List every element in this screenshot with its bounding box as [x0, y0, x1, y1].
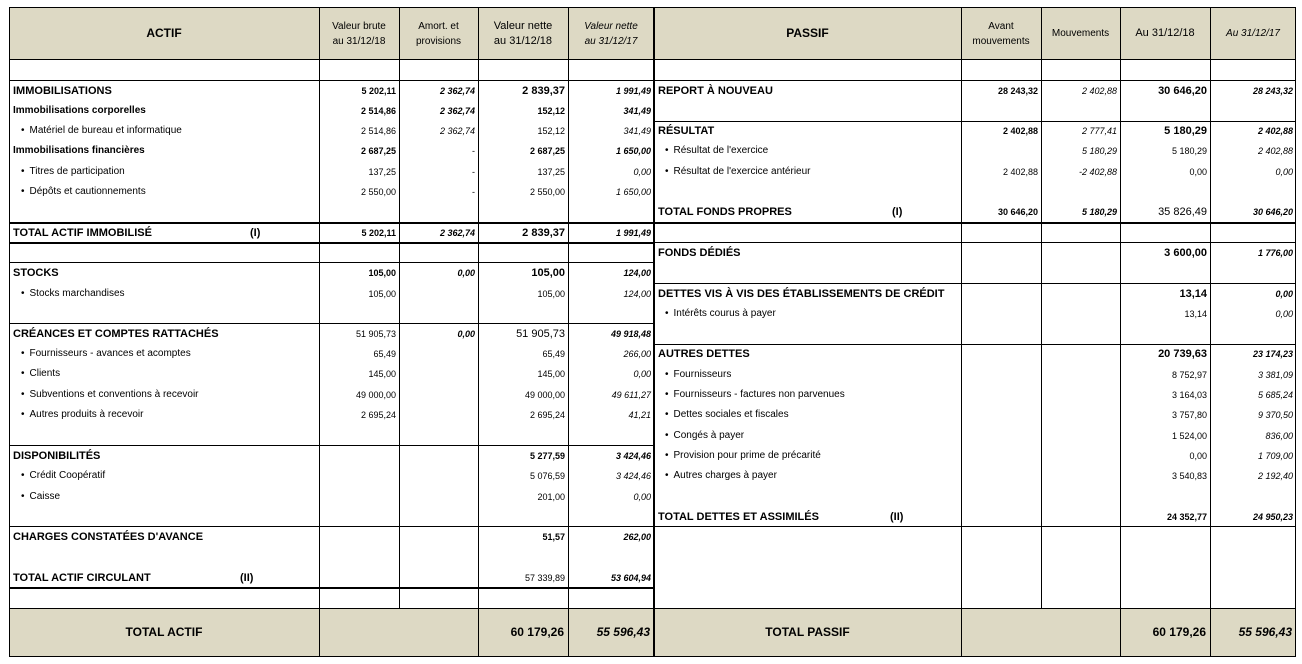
caisse-nette-17: 0,00	[633, 492, 651, 502]
fonds-dedies-au-17: 1 776,00	[1257, 248, 1293, 258]
stocks-marchandises-nette-18: 105,00	[537, 289, 565, 299]
fonds-dedies-au-18: 3 600,00	[1164, 247, 1207, 259]
conges-au-18: 1 524,00	[1171, 431, 1207, 441]
fournisseurs-avances-label: • Fournisseurs - avances et acomptes	[21, 344, 191, 364]
creances-nette-18: 51 905,73	[516, 328, 565, 340]
credit-cooperatif-label: • Crédit Coopératif	[21, 466, 105, 486]
header-mouvements: Mouvements	[1051, 28, 1110, 39]
interets-au-17: 0,00	[1275, 309, 1293, 319]
report-au-17: 28 243,32	[1252, 86, 1293, 96]
immobilisations-title: IMMOBILISATIONS	[13, 85, 112, 97]
immobilisations-nette-18: 2 839,37	[522, 85, 565, 97]
clients-label: • Clients	[21, 364, 60, 384]
stocks-marchandises-label: • Stocks marchandises	[21, 284, 125, 304]
total-immob-brute: 5 202,11	[361, 228, 396, 238]
precarite-label: • Provision pour prime de précarité	[665, 446, 821, 466]
factures-non-parvenues-label: • Fournisseurs - factures non parvenues	[665, 385, 845, 405]
dettes-credit-au-18: 13,14	[1179, 288, 1207, 300]
total-actif-nette-17: 55 596,43	[596, 625, 650, 639]
resultat-avant: 2 402,88	[1002, 126, 1038, 136]
total-passif-au-17: 55 596,43	[1238, 625, 1292, 639]
factures-non-parvenues-au-17: 5 685,24	[1257, 390, 1293, 400]
autres-produits-nette-17: 41,21	[628, 410, 651, 420]
total-fonds-propres-mouvements: 5 180,29	[1081, 207, 1117, 217]
total-immob-nette-18: 2 839,37	[522, 227, 565, 239]
materiel-nette-17: 341,49	[623, 126, 651, 136]
credit-cooperatif-nette-18: 5 076,59	[529, 471, 565, 481]
total-fonds-propres-au-17: 30 646,20	[1252, 207, 1293, 217]
total-dettes-au-18: 24 352,77	[1166, 512, 1207, 522]
caisse-label: • Caisse	[21, 487, 60, 507]
dettes-sociales-au-18: 3 757,80	[1171, 410, 1207, 420]
header-valeur-brute: Valeur brute au 31/12/18	[332, 20, 386, 47]
stocks-nette-18: 105,00	[531, 267, 565, 279]
autres-charges-au-18: 3 540,83	[1171, 471, 1207, 481]
materiel-brute: 2 514,86	[360, 126, 396, 136]
total-actif-label: TOTAL ACTIF	[125, 625, 203, 639]
financieres-nette-18: 2 687,25	[529, 146, 565, 156]
credit-cooperatif-nette-17: 3 424,46	[615, 471, 651, 481]
interets-au-18: 13,14	[1184, 309, 1207, 319]
caisse-nette-18: 201,00	[537, 492, 565, 502]
conges-label: • Congés à payer	[665, 426, 744, 446]
total-circulant-nette-18: 57 339,89	[524, 573, 565, 583]
financieres-label: Immobilisations financières	[13, 145, 145, 156]
materiel-label: • Matériel de bureau et informatique	[21, 121, 182, 141]
dettes-credit-au-17: 0,00	[1275, 289, 1293, 299]
fournisseurs-avances-nette-18: 65,49	[542, 349, 565, 359]
immobilisations-amort: 2 362,74	[439, 86, 475, 96]
stocks-marchandises-nette-17: 124,00	[623, 289, 651, 299]
creances-title: CRÉANCES ET COMPTES RATTACHÉS	[13, 328, 219, 340]
creances-brute: 51 905,73	[355, 329, 396, 339]
header-nette-17: Valeur nette au 31/12/17	[584, 20, 638, 47]
disponibilites-nette-17: 3 424,46	[615, 451, 651, 461]
immobilisations-nette-17: 1 991,49	[615, 86, 651, 96]
resultat-exercice-au-17: 2 402,88	[1257, 146, 1293, 156]
subventions-brute: 49 000,00	[355, 390, 396, 400]
stocks-title: STOCKS	[13, 267, 59, 279]
depots-nette-18: 2 550,00	[529, 187, 565, 197]
fonds-dedies-title: FONDS DÉDIÉS	[658, 247, 741, 259]
immobilisations-brute: 5 202,11	[361, 86, 396, 96]
total-passif-au-18: 60 179,26	[1152, 625, 1206, 639]
report-avant: 28 243,32	[997, 86, 1038, 96]
header-nette-18: Valeur nette au 31/12/18	[493, 19, 553, 47]
conges-au-17: 836,00	[1265, 431, 1293, 441]
financieres-nette-17: 1 650,00	[615, 146, 651, 156]
resultat-exercice-au-18: 5 180,29	[1171, 146, 1207, 156]
materiel-amort: 2 362,74	[439, 126, 475, 136]
resultat-mouvements: 2 777,41	[1081, 126, 1117, 136]
corporelles-label: Immobilisations corporelles	[13, 105, 146, 116]
disponibilites-title: DISPONIBILITÉS	[13, 450, 101, 462]
cca-nette-18: 51,57	[542, 532, 565, 542]
autres-produits-label: • Autres produits à recevoir	[21, 405, 143, 425]
resultat-anterieur-au-17: 0,00	[1275, 167, 1293, 177]
autres-charges-au-17: 2 192,40	[1257, 471, 1293, 481]
balance-sheet	[9, 7, 1296, 657]
header-amort: Amort. et provisions	[415, 20, 462, 47]
subventions-nette-17: 49 611,27	[611, 390, 651, 400]
fournisseurs-avances-brute: 65,49	[373, 349, 396, 359]
autres-dettes-au-18: 20 739,63	[1158, 348, 1207, 360]
stocks-nette-17: 124,00	[623, 268, 651, 278]
resultat-anterieur-label: • Résultat de l'exercice antérieur	[665, 162, 811, 182]
header-avant: Avant mouvements	[972, 20, 1030, 47]
autres-produits-nette-18: 2 695,24	[529, 410, 565, 420]
resultat-exercice-mouvements: 5 180,29	[1081, 146, 1117, 156]
clients-brute: 145,00	[368, 369, 396, 379]
total-fonds-propres-num: (I)	[892, 206, 903, 218]
header-passif: PASSIF	[786, 26, 829, 40]
total-actif-nette-18: 60 179,26	[510, 625, 564, 639]
clients-nette-18: 145,00	[537, 369, 565, 379]
total-circulant-num: (II)	[240, 572, 254, 584]
precarite-au-17: 1 709,00	[1257, 451, 1293, 461]
titres-brute: 137,25	[368, 167, 396, 177]
autres-charges-label: • Autres charges à payer	[665, 466, 777, 486]
autres-produits-brute: 2 695,24	[360, 410, 396, 420]
stocks-amort: 0,00	[457, 268, 475, 278]
materiel-nette-18: 152,12	[537, 126, 565, 136]
resultat-anterieur-avant: 2 402,88	[1002, 167, 1038, 177]
total-fonds-propres-au-18: 35 826,49	[1158, 206, 1207, 218]
creances-nette-17: 49 918,48	[610, 329, 651, 339]
total-dettes-label: TOTAL DETTES ET ASSIMILÉS	[658, 511, 819, 523]
fournisseurs-label: • Fournisseurs	[665, 365, 731, 385]
autres-dettes-au-17: 23 174,23	[1252, 349, 1293, 359]
report-mouvements: 2 402,88	[1081, 86, 1117, 96]
report-title: REPORT À NOUVEAU	[658, 85, 773, 97]
resultat-anterieur-au-18: 0,00	[1189, 167, 1207, 177]
report-au-18: 30 646,20	[1158, 85, 1207, 97]
dettes-sociales-au-17: 9 370,50	[1257, 410, 1293, 420]
resultat-au-17: 2 402,88	[1257, 126, 1293, 136]
titres-nette-17: 0,00	[633, 167, 651, 177]
resultat-anterieur-mouvements: -2 402,88	[1078, 167, 1117, 177]
titres-nette-18: 137,25	[537, 167, 565, 177]
corporelles-brute: 2 514,86	[360, 106, 396, 116]
header-au-17: Au 31/12/17	[1226, 28, 1280, 39]
cca-nette-17: 262,00	[623, 532, 651, 542]
total-passif-label: TOTAL PASSIF	[765, 625, 850, 639]
resultat-au-18: 5 180,29	[1164, 125, 1207, 137]
financieres-amort: -	[472, 146, 475, 156]
stocks-marchandises-brute: 105,00	[368, 289, 396, 299]
total-immob-nette-17: 1 991,49	[615, 228, 651, 238]
corporelles-amort: 2 362,74	[439, 106, 475, 116]
depots-label: • Dépôts et cautionnements	[21, 182, 146, 202]
creances-amort: 0,00	[457, 329, 475, 339]
factures-non-parvenues-au-18: 3 164,03	[1171, 390, 1207, 400]
total-dettes-au-17: 24 950,23	[1252, 512, 1293, 522]
total-immob-amort: 2 362,74	[439, 228, 475, 238]
depots-brute: 2 550,00	[360, 187, 396, 197]
precarite-au-18: 0,00	[1189, 451, 1207, 461]
titres-amort: -	[472, 167, 475, 177]
subventions-nette-18: 49 000,00	[524, 390, 565, 400]
financieres-brute: 2 687,25	[360, 146, 396, 156]
total-dettes-num: (II)	[890, 511, 904, 523]
interets-label: • Intérêts courus à payer	[665, 304, 776, 324]
stocks-brute: 105,00	[368, 268, 396, 278]
depots-nette-17: 1 650,00	[615, 187, 651, 197]
resultat-exercice-label: • Résultat de l'exercice	[665, 141, 768, 161]
fournisseurs-avances-nette-17: 266,00	[623, 349, 651, 359]
total-fonds-propres-label: TOTAL FONDS PROPRES	[658, 206, 792, 218]
header-actif: ACTIF	[146, 26, 182, 40]
disponibilites-nette-18: 5 277,59	[529, 451, 565, 461]
dettes-credit-title: DETTES VIS À VIS DES ÉTABLISSEMENTS DE CRÉDIT	[658, 288, 945, 300]
titres-label: • Titres de participation	[21, 162, 125, 182]
fournisseurs-au-18: 8 752,97	[1171, 370, 1207, 380]
subventions-label: • Subventions et conventions à recevoir	[21, 385, 199, 405]
cca-title: CHARGES CONSTATÉES D'AVANCE	[13, 531, 204, 543]
header-au-18: Au 31/12/18	[1135, 27, 1195, 39]
dettes-sociales-label: • Dettes sociales et fiscales	[665, 405, 789, 425]
resultat-title: RÉSULTAT	[658, 125, 715, 137]
depots-amort: -	[472, 187, 475, 197]
fournisseurs-au-17: 3 381,09	[1257, 370, 1293, 380]
total-fonds-propres-avant: 30 646,20	[997, 207, 1038, 217]
clients-nette-17: 0,00	[633, 369, 651, 379]
autres-dettes-title: AUTRES DETTES	[658, 348, 750, 360]
total-circulant-label: TOTAL ACTIF CIRCULANT	[13, 572, 151, 584]
corporelles-nette-18: 152,12	[537, 106, 565, 116]
total-immob-num: (I)	[250, 227, 261, 239]
corporelles-nette-17: 341,49	[623, 106, 651, 116]
total-circulant-nette-17: 53 604,94	[610, 573, 651, 583]
total-immob-label: TOTAL ACTIF IMMOBILISÉ	[13, 227, 152, 239]
